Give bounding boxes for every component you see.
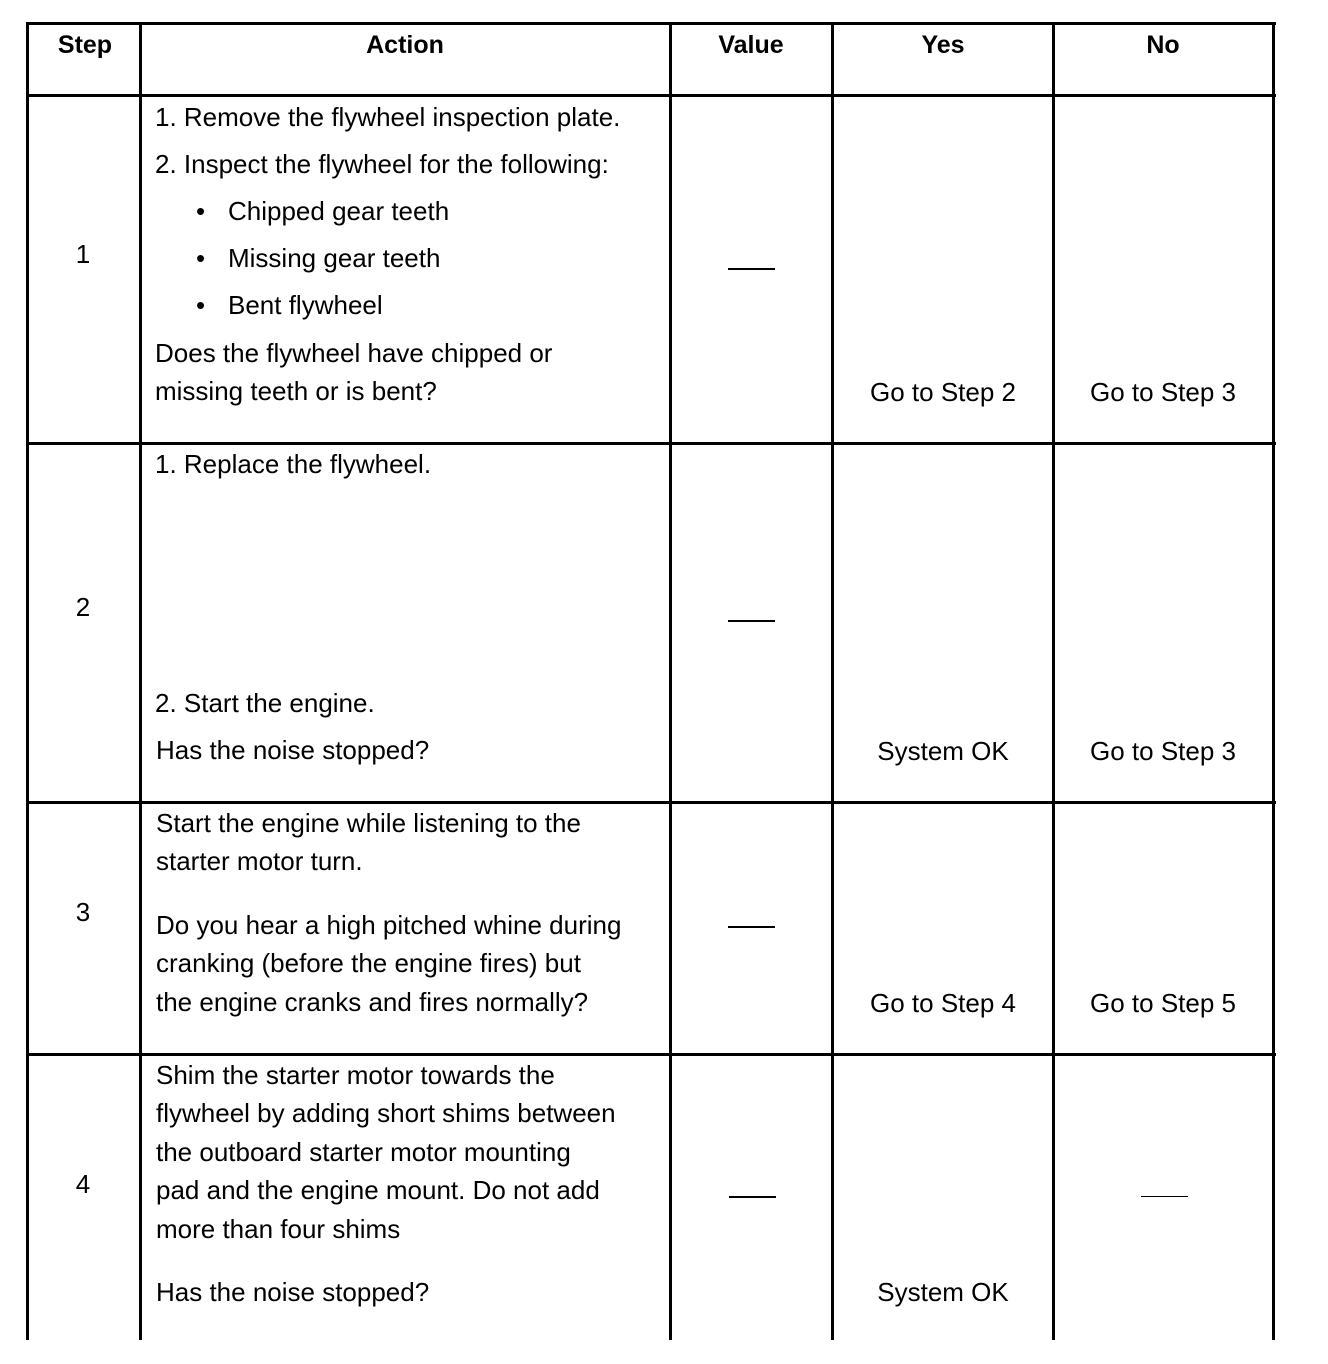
action-line: starter motor turn. (156, 846, 363, 876)
action-line: 1. Remove the flywheel inspection plate. (155, 102, 621, 132)
step-number: 2 (75, 592, 91, 622)
column-divider (669, 22, 672, 1340)
yes-result: Go to Step 4 (870, 988, 1016, 1018)
action-line: Start the engine while listening to the (156, 808, 581, 838)
header-step: Step (57, 31, 113, 59)
header-divider (26, 94, 1276, 97)
yes-result: Go to Step 2 (870, 377, 1016, 407)
value-dash (728, 620, 775, 622)
value-dash (728, 268, 775, 270)
header-action: Action (366, 31, 444, 59)
action-line: pad and the engine mount. Do not add (156, 1175, 600, 1205)
row-divider (26, 1053, 1276, 1056)
yes-result: System OK (877, 736, 1009, 766)
column-divider (1052, 22, 1055, 1340)
step-number: 1 (75, 239, 91, 269)
action-bullet: Chipped gear teeth (228, 196, 450, 226)
action-line: more than four shims (156, 1214, 401, 1244)
value-dash (729, 1196, 776, 1198)
column-divider (831, 22, 834, 1340)
step-number: 3 (75, 897, 91, 927)
action-line: the outboard starter motor mounting (156, 1137, 571, 1167)
action-question: cranking (before the engine fires) but (156, 948, 581, 978)
action-question: Do you hear a high pitched whine during (156, 910, 622, 940)
no-result: Go to Step 3 (1090, 736, 1236, 766)
column-divider (1272, 22, 1275, 1340)
step-number: 4 (75, 1169, 91, 1199)
action-line: flywheel by adding short shims between (156, 1098, 616, 1128)
action-question: missing teeth or is bent? (155, 376, 437, 406)
no-dash (1141, 1196, 1188, 1197)
action-question: the engine cranks and fires normally? (156, 987, 589, 1017)
yes-result: System OK (877, 1277, 1009, 1307)
action-line: 1. Replace the flywheel. (155, 449, 432, 479)
table-border-top (26, 22, 1276, 25)
no-result: Go to Step 5 (1090, 988, 1236, 1018)
action-line: 2. Inspect the flywheel for the following: (155, 149, 609, 179)
bullet-marker: • (196, 290, 206, 320)
header-yes: Yes (921, 31, 965, 59)
row-divider (26, 442, 1276, 445)
action-bullet: Missing gear teeth (228, 243, 441, 273)
header-value: Value (718, 31, 784, 59)
action-line: Shim the starter motor towards the (156, 1060, 555, 1090)
header-no: No (1146, 31, 1180, 59)
bullet-marker: • (196, 196, 206, 226)
action-question: Does the flywheel have chipped or (155, 338, 553, 368)
action-question: Has the noise stopped? (156, 735, 430, 765)
row-divider (26, 801, 1276, 804)
action-line: 2. Start the engine. (155, 688, 375, 718)
action-question: Has the noise stopped? (156, 1277, 430, 1307)
value-dash (728, 926, 775, 928)
column-divider (139, 22, 142, 1340)
no-result: Go to Step 3 (1090, 377, 1236, 407)
column-divider (26, 22, 29, 1340)
bullet-marker: • (196, 243, 206, 273)
action-bullet: Bent flywheel (228, 290, 383, 320)
